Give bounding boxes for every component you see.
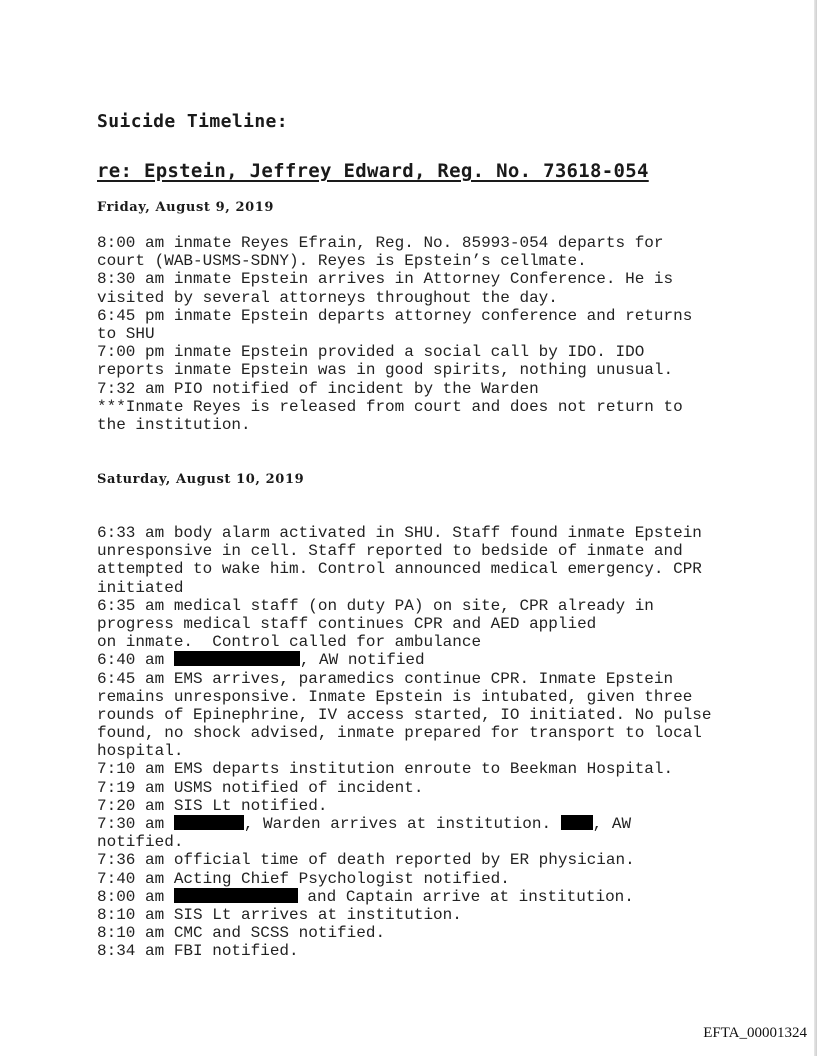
- timeline-line: [97, 651, 712, 669]
- timeline-text: rounds of Epinephrine, IV access started, IO initiated. No pulse: [97, 705, 712, 724]
- timeline-text: 7:32 am PIO notified of incident by the Warden: [97, 379, 539, 398]
- timeline-line: [97, 289, 692, 307]
- timeline-line: [97, 942, 712, 960]
- redaction-box: [561, 815, 593, 830]
- timeline-line: [97, 851, 712, 869]
- timeline-text: visited by several attorneys throughout the day.: [97, 288, 558, 307]
- section-heading-saturday: Saturday, August 10, 2019: [97, 472, 305, 487]
- timeline-text: 8:00 am: [97, 887, 174, 906]
- timeline-line: [97, 760, 712, 778]
- timeline-line: [97, 325, 692, 343]
- document-footer-id: EFTA_00001324: [703, 1025, 807, 1041]
- timeline-text: 6:33 am body alarm activated in SHU. Staff found inmate Epstein: [97, 524, 702, 542]
- document-subtitle: re: Epstein, Jeffrey Edward, Reg. No. 73618-054: [97, 160, 649, 182]
- timeline-line: [97, 615, 712, 633]
- timeline-text: 8:10 am SIS Lt arrives at institution.: [97, 905, 462, 924]
- timeline-text: 8:10 am CMC and SCSS notified.: [97, 924, 386, 943]
- timeline-line: [97, 398, 692, 416]
- timeline-text: 7:19 am USMS notified of incident.: [97, 778, 424, 797]
- timeline-line: [97, 924, 712, 942]
- redaction-box: [174, 888, 298, 903]
- timeline-text: court (WAB-USMS-SDNY). Reyes is Epstein’s cellmate.: [97, 252, 587, 271]
- friday-entries: [97, 234, 692, 434]
- timeline-line: [97, 815, 712, 833]
- timeline-text: 7:36 am official time of death reported by ER physician.: [97, 851, 635, 870]
- timeline-line: [97, 560, 712, 578]
- timeline-text: on inmate. Control called for ambulance: [97, 633, 482, 652]
- timeline-text: 6:35 am medical staff (on duty PA) on site, CPR already in: [97, 596, 654, 615]
- redaction-box: [174, 815, 244, 830]
- timeline-text: and Captain arrive at institution.: [297, 887, 634, 906]
- timeline-text: remains unresponsive. Inmate Epstein is intubated, given three: [97, 687, 693, 706]
- timeline-line: [97, 343, 692, 361]
- timeline-line: [97, 270, 692, 288]
- timeline-text: progress medical staff continues CPR and AED applied: [97, 614, 597, 633]
- timeline-text: , Warden arrives at institution.: [243, 815, 561, 833]
- timeline-text: attempted to wake him. Control announced medical emergency. CPR: [97, 560, 702, 579]
- timeline-text: 6:45 am EMS arrives, paramedics continue CPR. Inmate Epstein: [97, 669, 674, 688]
- timeline-line: [97, 307, 692, 325]
- timeline-line: [97, 597, 712, 615]
- timeline-line: [97, 742, 712, 760]
- timeline-text: found, no shock advised, inmate prepared for transport to local: [97, 724, 702, 743]
- timeline-line: [97, 252, 692, 270]
- timeline-line: [97, 779, 712, 797]
- timeline-text: to SHU: [97, 324, 155, 343]
- timeline-line: [97, 870, 712, 888]
- timeline-text: 8:30 am inmate Epstein arrives in Attorney Conference. He is: [97, 270, 674, 289]
- timeline-text: 7:20 am SIS Lt notified.: [97, 796, 328, 815]
- timeline-text: 7:00 pm inmate Epstein provided a social call by IDO. IDO: [97, 343, 645, 362]
- timeline-line: [97, 234, 692, 252]
- timeline-line: [97, 724, 712, 742]
- timeline-text: unresponsive in cell. Staff reported to bedside of inmate and: [97, 542, 683, 561]
- timeline-line: [97, 706, 712, 724]
- timeline-text: the institution.: [97, 415, 251, 434]
- timeline-text: 7:30 am: [97, 815, 174, 833]
- timeline-line: [97, 797, 712, 815]
- timeline-line: [97, 906, 712, 924]
- section-heading-friday: Friday, August 9, 2019: [97, 200, 275, 215]
- timeline-text: hospital.: [97, 742, 184, 761]
- timeline-line: [97, 833, 712, 851]
- timeline-text: 6:45 pm inmate Epstein departs attorney conference and returns: [97, 306, 693, 325]
- redaction-box: [174, 651, 300, 666]
- timeline-line: [97, 542, 712, 560]
- timeline-text: reports inmate Epstein was in good spirits, nothing unusual.: [97, 361, 674, 380]
- timeline-text: 7:40 am Acting Chief Psychologist notified.: [97, 869, 510, 888]
- timeline-text: 8:00 am inmate Reyes Efrain, Reg. No. 85993-054 departs for: [97, 234, 664, 252]
- timeline-text: ***Inmate Reyes is released from court and does not return to: [97, 397, 683, 416]
- timeline-line: [97, 579, 712, 597]
- document-title: Suicide Timeline:: [97, 111, 289, 132]
- timeline-line: [97, 524, 712, 542]
- timeline-text: 7:10 am EMS departs institution enroute to Beekman Hospital.: [97, 760, 674, 779]
- timeline-line: [97, 361, 692, 379]
- timeline-line: [97, 380, 692, 398]
- timeline-text: initiated: [97, 578, 184, 597]
- timeline-line: [97, 416, 692, 434]
- timeline-text: , AW: [592, 815, 632, 833]
- timeline-text: 6:40 am: [97, 651, 174, 670]
- timeline-text: 8:34 am FBI notified.: [97, 942, 299, 961]
- timeline-line: [97, 888, 712, 906]
- timeline-text: , AW notified: [299, 651, 425, 670]
- timeline-line: [97, 688, 712, 706]
- saturday-entries: [97, 524, 712, 961]
- timeline-line: [97, 633, 712, 651]
- timeline-line: [97, 670, 712, 688]
- timeline-text: notified.: [97, 833, 184, 852]
